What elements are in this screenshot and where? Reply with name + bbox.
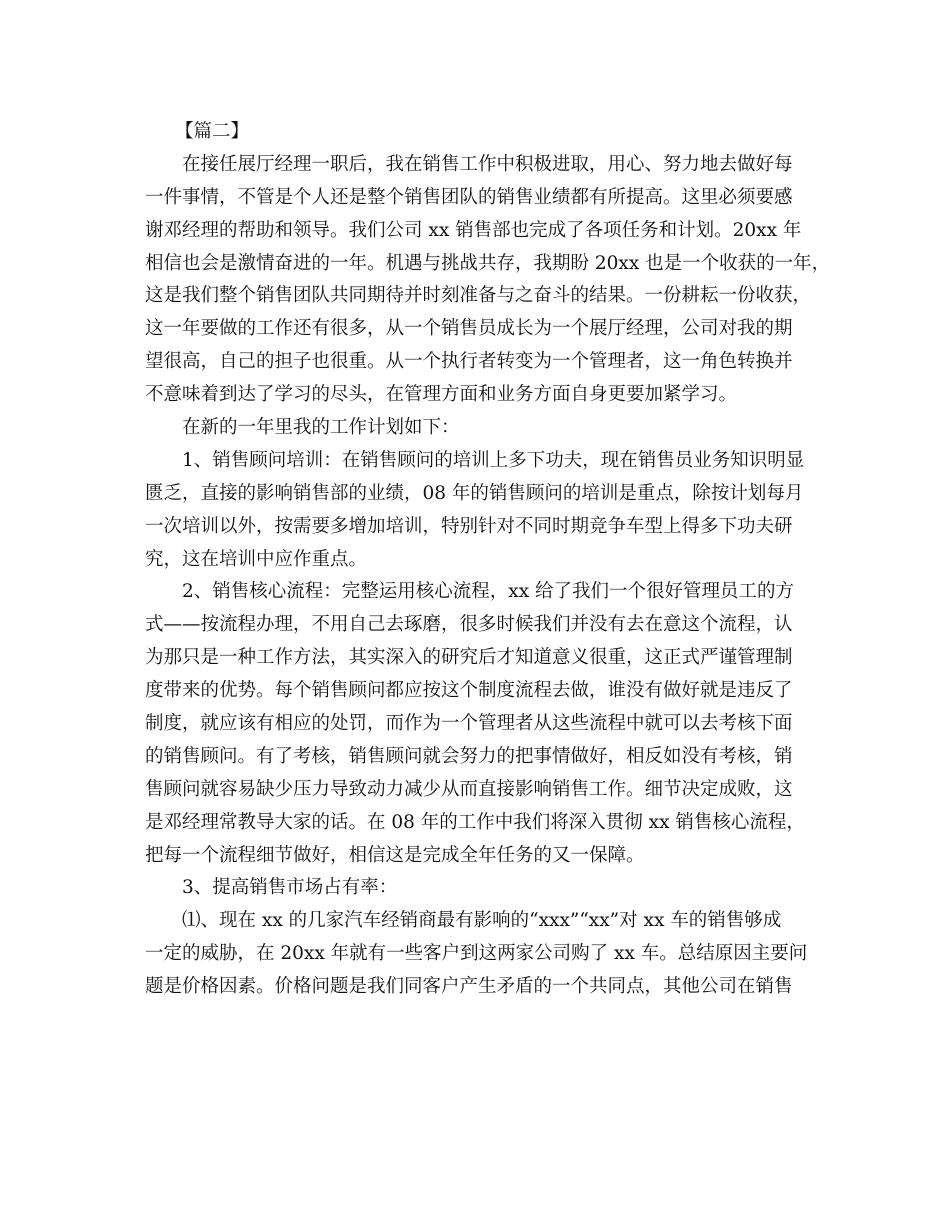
paragraph-line: 3、提高销售市场占有率： — [182, 877, 398, 899]
paragraph-line: 不意味着到达了学习的尽头，在管理方面和业务方面自身更要加紧学习。 — [145, 384, 738, 406]
paragraph-line: 制度，就应该有相应的处罚，而作为一个管理者从这些流程中就可以去考核下面 — [145, 713, 793, 735]
paragraph-line: 相信也会是激情奋进的一年。机遇与挑战共存，我期盼 20xx 也是一个收获的一年， — [145, 252, 831, 274]
paragraph-line: 谢邓经理的帮助和领导。我们公司 xx 销售部也完成了各项任务和计划。20xx 年 — [145, 219, 802, 241]
paragraph-line: 在新的一年里我的工作计划如下： — [182, 417, 460, 439]
paragraph-line: 的销售顾问。有了考核，销售顾问就会努力的把事情做好，相反如没有考核，销 — [145, 745, 793, 767]
paragraph-line: 望很高，自己的担子也很重。从一个执行者转变为一个管理者，这一角色转换并 — [145, 351, 793, 373]
paragraph-line: 这一年要做的工作还有很多，从一个销售员成长为一个展厅经理，公司对我的期 — [145, 318, 793, 340]
paragraph-line: 一定的威胁，在 20xx 年就有一些客户到这两家公司购了 xx 车。总结原因主要问 — [145, 943, 808, 965]
paragraph-line: 究，这在培训中应作重点。 — [145, 548, 368, 570]
paragraph-line: 题是价格因素。价格问题是我们同客户产生矛盾的一个共同点，其他公司在销售 — [145, 976, 793, 998]
paragraph-line: 1、销售顾问培训：在销售顾问的培训上多下功夫，现在销售员业务知识明显 — [182, 449, 805, 471]
document-body — [145, 116, 831, 1004]
paragraph-line: 是邓经理常教导大家的话。在 08 年的工作中我们将深入贯彻 xx 销售核心流程， — [145, 811, 805, 833]
paragraph-line: 式——按流程办理，不用自己去琢磨，很多时候我们并没有去在意这个流程，认 — [145, 614, 793, 636]
section-heading: 【篇二】 — [175, 121, 250, 142]
paragraph-line: 在接任展厅经理一职后，我在销售工作中积极进取，用心、努力地去做好每 — [182, 153, 793, 175]
paragraph-line: 售顾问就容易缺少压力导致动力减少从而直接影响销售工作。细节决定成败，这 — [145, 778, 793, 800]
paragraph-line: 一件事情，不管是个人还是整个销售团队的销售业绩都有所提高。这里必须要感 — [145, 186, 793, 208]
paragraph-line: 匮乏，直接的影响销售部的业绩，08 年的销售顾问的培训是重点，除按计划每月 — [145, 482, 804, 504]
paragraph-line: 2、销售核心流程：完整运用核心流程，xx 给了我们一个很好管理员工的方 — [182, 581, 795, 603]
paragraph-line: 为那只是一种工作方法，其实深入的研究后才知道意义很重，这正式严谨管理制 — [145, 647, 793, 669]
paragraph-line: 一次培训以外，按需要多增加培训，特别针对不同时期竞争车型上得多下功夫研 — [145, 515, 793, 537]
paragraph-line: 把每一个流程细节做好，相信这是完成全年任务的又一保障。 — [145, 844, 645, 866]
paragraph-line: ⑴、现在 xx 的几家汽车经销商最有影响的“xxx”“xx”对 xx 车的销售够成 — [182, 910, 782, 932]
paragraph-line: 这是我们整个销售团队共同期待并时刻准备与之奋斗的结果。一份耕耘一份收获， — [145, 285, 812, 307]
paragraph-line: 度带来的优势。每个销售顾问都应按这个制度流程去做，谁没有做好就是违反了 — [145, 680, 793, 702]
